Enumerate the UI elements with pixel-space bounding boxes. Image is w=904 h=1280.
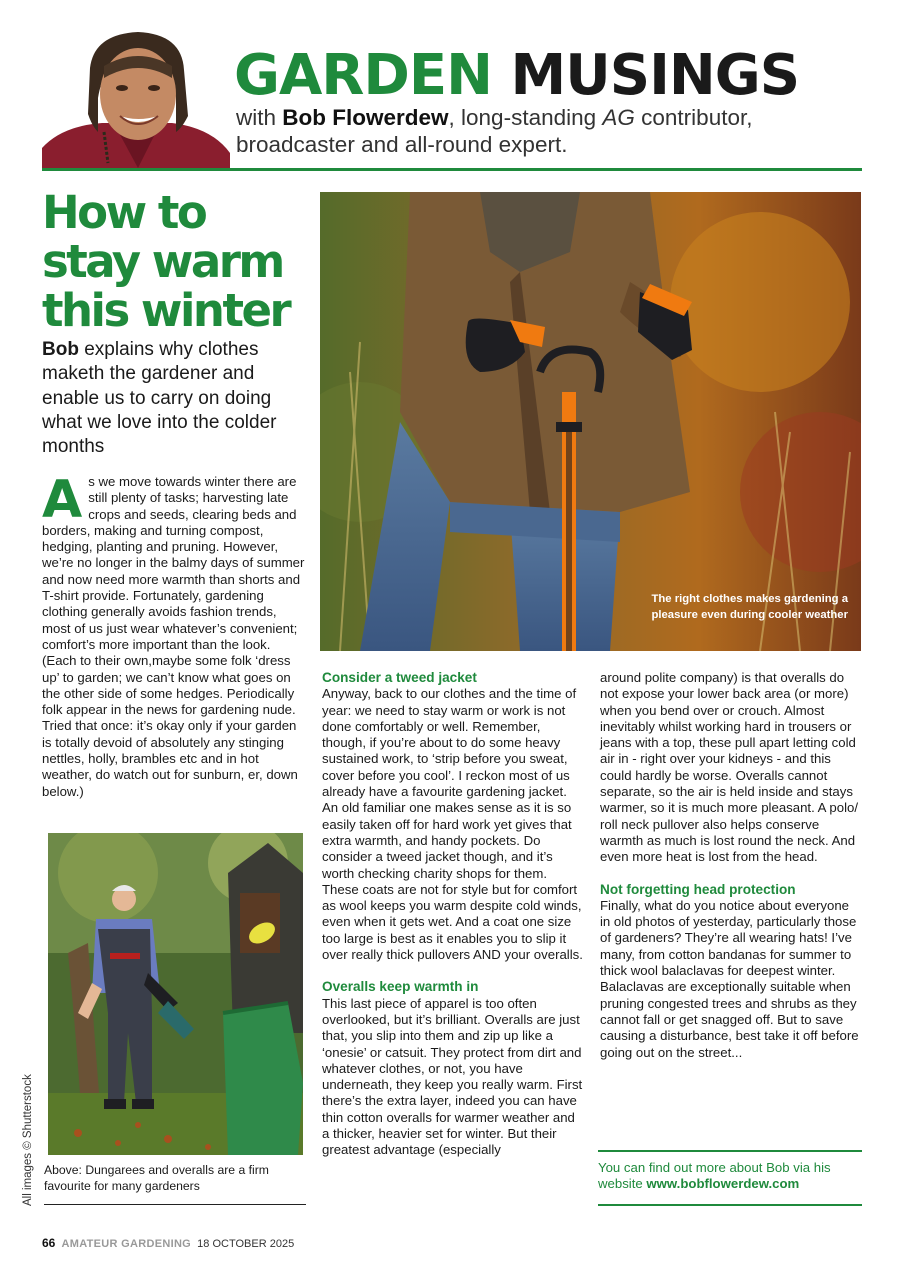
note-text: You can find out more about Bob via his website [598,1160,831,1192]
author-portrait [42,28,230,168]
note-rule-top [598,1150,862,1152]
main-photo [320,192,861,651]
subheading-head-protection: Not forgetting head protection [600,881,796,897]
issue-date: 18 OCTOBER 2025 [197,1238,295,1250]
page-number: 66 [42,1236,56,1250]
standfirst-name: Bob [42,339,79,360]
main-photo-caption: The right clothes makes gardening a pleasure even during cooler weather [651,593,848,621]
intro-paragraph: s we move towards winter there are still plenty of tasks; harvesting late crops and seeds, clearing beds and borders, making and turning compost, hedging, planting and pruning. However, we’re no longer in the balmy days of summer and now need more warmth than shorts and T-shirt provide. Fortunately, gardening clothing generally avoids fashion trends, most of us just wear whatever’s convenient; comfort’s more important than the look. (Each to their own,maybe some folk ‘dress up’ to garden; we can’t know what goes on the other side of some hedges. Periodically folk appear in the news for gardening nude. Tried that once: it’s okay only if your garden is totally devoid of absolutely any stinging nettles, holly, brambles etc and in hot weather, do watch out for sunburn, er, down below.) [42,474,305,799]
article-column-2 [322,670,584,1159]
byline [236,104,856,158]
paragraph-head-protection: Finally, what do you notice about everyone in old photos of yesterday, particularly those of gardeners? They’re all wearing hats! I’ve many, from cotton bandanas for summer to thick wool balaclavas for deepest winter. Balaclavas are exceptionally suitable when pruning congested trees and shrubs as they cannot fall or get snagged off. But to save causing a disturbance, best take it off before going out on the street... [600,897,859,1060]
article-headline: How to stay warm this winter [42,186,290,337]
paragraph-overalls-part1: This last piece of apparel is too often overlooked, but it’s brilliant. Overalls are just that, you slip into them and zip up like a ‘onesie’ or catsuit. They protect from dirt and whatever clothes, or not, you have underneath, they keep you really warm. First there’s the extra layer, indeed you can have thin cotton overalls for warmer weather and a thicker, heavier set for winter. But their greatest advantage (especially [322,995,583,1158]
standfirst-text: explains why clothes maketh the gardener and enable us to carry on doing what we love into the colder months [42,339,277,458]
page-folio [42,1236,294,1250]
byline-magazine: AG [602,105,635,130]
photo-credit: All images © Shutterstock [22,1074,34,1206]
masthead-word-garden: GARDEN [234,43,493,108]
header-rule [42,168,862,171]
magazine-name: AMATEUR GARDENING [61,1238,192,1250]
website-note [598,1160,862,1193]
section-masthead [234,44,799,108]
byline-author: Bob Flowerdew [282,105,449,130]
subheading-tweed-jacket: Consider a tweed jacket [322,670,477,685]
paragraph-tweed-jacket: Anyway, back to our clothes and the time of year: we need to stay warm or work is not done comfortably or well. Remember, though, if you’re about to do some heavy sustained work, to ‘strip before you sweat, cover before you cool’. I reckon most of us already have a favourite gardening jacket. An old familiar one makes sense as it is so easily taken off for hard work yet gives that extra warmth, and handy pockets. Do consider a tweed jacket though, and it’s worth checking charity shops for them. These coats are not for style but for comfort as wool keeps you warm despite cold winds, even when it gets wet. And a coat one size too large is best as it enables you to slip it over really thick pullovers AND your overalls. [322,686,583,963]
secondary-photo-caption: Above: Dungarees and overalls are a firm favourite for many gardeners [44,1163,269,1193]
byline-suffix: contributor, broadcaster and all-round expert. [236,105,753,157]
subheading-overalls: Overalls keep warmth in [322,979,479,995]
website-link[interactable]: www.bobflowerdew.com [646,1176,800,1192]
masthead-word-musings: MUSINGS [510,43,800,108]
paragraph-overalls-part2: around polite company) is that overalls do not expose your lower back area (or more) when you bend over or crouch. Almost inevitably whilst working hard in trousers or jeans with a top, these pull apart letting cold air in - right over your kidneys - and this could hardly be worse. Overalls cannot separate, so the air is held inside and stays warmer, so it is much more pleasant. A polo/ roll neck pullover also helps conserve warmth as much is lost round the neck. And even more heat is lost from the head. [600,670,859,865]
article-column-1 [42,470,308,800]
byline-prefix: with [236,105,283,130]
secondary-photo [48,833,303,1155]
caption-rule [44,1204,306,1205]
standfirst [42,338,310,459]
drop-cap: A [42,470,83,530]
byline-mid: , long-standing [448,105,603,130]
note-rule-bottom [598,1204,862,1206]
article-column-3 [600,670,862,1061]
